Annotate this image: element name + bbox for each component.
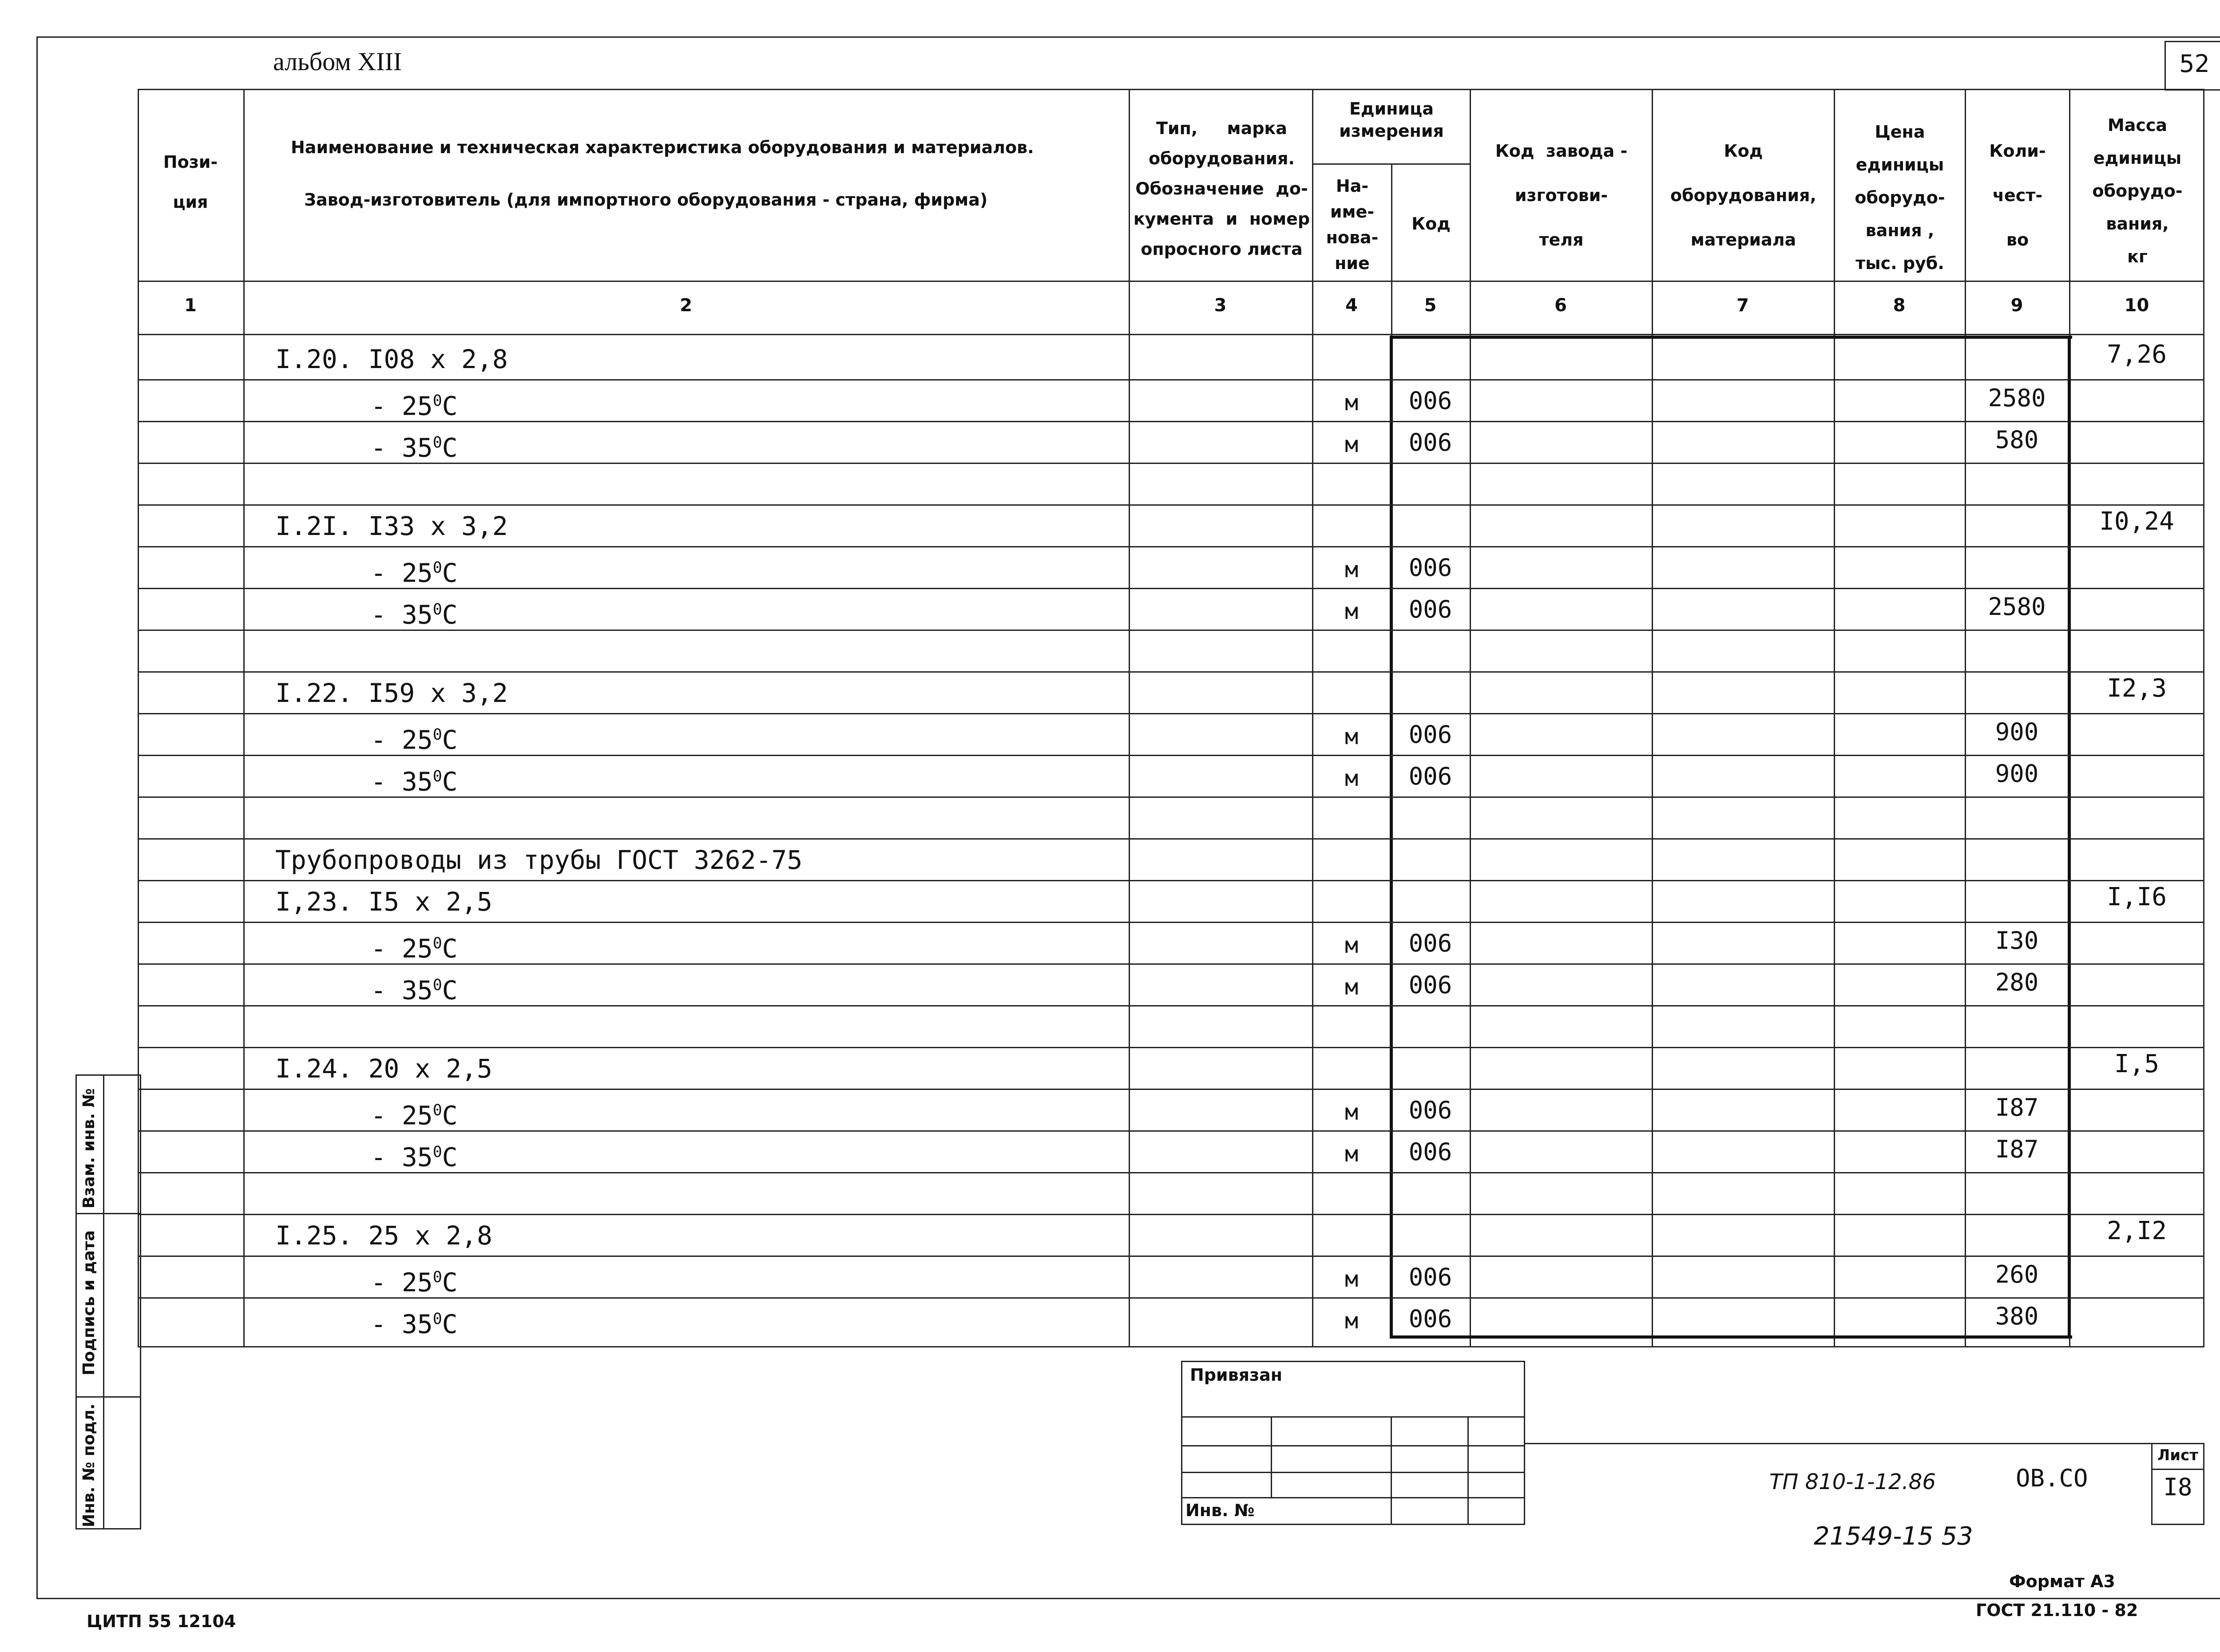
row-name: - $25^0C$ (371, 1267, 458, 1298)
row-unit: м (1344, 432, 1359, 457)
row-unit: м (1344, 598, 1359, 624)
row-unit-code: 006 (1408, 762, 1452, 790)
row-quantity: 2580 (1988, 384, 2046, 412)
row-name: - $35^0C$ (371, 1142, 458, 1173)
row-mass: 2,I2 (2107, 1216, 2167, 1245)
row-unit-code: 006 (1408, 387, 1452, 415)
row-name: - $25^0C$ (371, 1100, 458, 1131)
col-line-5 (1470, 89, 1471, 1347)
side-stamp-line-2 (75, 1396, 141, 1398)
row-name: - $35^0C$ (371, 975, 458, 1006)
row-unit-code: 006 (1408, 721, 1452, 749)
block-top-line (1391, 336, 2072, 339)
row-separator (138, 1214, 2204, 1215)
row-separator (138, 1047, 2204, 1048)
block-bottom-line (1391, 1335, 2072, 1339)
privyazan-vline-3 (1467, 1416, 1469, 1525)
row-name: - $35^0C$ (371, 432, 458, 463)
header-equipment-code: Код оборудования, материала (1670, 141, 1816, 250)
row-quantity: 2580 (1988, 593, 2046, 621)
row-unit: м (1344, 1266, 1359, 1292)
row-separator (138, 1130, 2204, 1132)
inv-no-label: Инв. № (1185, 1501, 1255, 1520)
side-stamp-divider (103, 1074, 104, 1529)
page-number: 52 (2179, 50, 2210, 78)
header-unit-group: Единица измерения (1339, 99, 1444, 141)
row-unit-code: 006 (1408, 554, 1452, 582)
row-name: - $35^0C$ (371, 1309, 458, 1339)
row-quantity: 380 (1995, 1302, 2039, 1330)
degree-superscript: 0 (432, 976, 442, 994)
gost-label: ГОСТ 21.110 - 82 (1976, 1600, 2138, 1620)
row-separator (138, 671, 2204, 673)
row-separator (138, 838, 2204, 840)
row-mass: I0,24 (2099, 507, 2174, 536)
row-separator (138, 504, 2204, 506)
degree-superscript: 0 (432, 392, 442, 410)
header-unit-name: На- име- нова- ние (1326, 176, 1379, 273)
header-name-line1: Наименование и техническая характеристика оборудования и материалов. (291, 138, 1034, 157)
degree-superscript: 0 (432, 601, 442, 618)
header-bottom-line (138, 281, 2204, 282)
row-separator (138, 880, 2204, 881)
col-line-1 (243, 89, 245, 1347)
row-separator (138, 796, 2204, 798)
privyazan-line-3 (1181, 1472, 1525, 1473)
row-separator (138, 379, 2204, 380)
header-price: Цена единицы оборудо- вания , тыс. руб. (1855, 122, 1945, 273)
row-unit-code: 006 (1408, 971, 1452, 999)
col-line-6 (1652, 89, 1653, 1347)
row-unit-code: 006 (1408, 595, 1452, 623)
header-type: Тип, марка оборудования. Обозначение до- кумента и номер опросного листа (1133, 119, 1310, 259)
row-separator (138, 1089, 2204, 1090)
row-unit-code: 006 (1408, 1096, 1452, 1124)
row-unit: м (1344, 932, 1359, 958)
side-stamp-line-1 (75, 1213, 141, 1214)
row-quantity: 900 (1995, 760, 2039, 788)
row-separator (138, 1005, 2204, 1006)
colnum-8: 8 (1893, 295, 1906, 316)
row-separator (138, 630, 2204, 631)
side-label-inv: Инв. № подл. (80, 1403, 98, 1527)
doc-mark: ОВ.СО (2016, 1464, 2088, 1492)
header-factory-code: Код завода - изготови- теля (1495, 141, 1628, 250)
degree-superscript: 0 (432, 1268, 442, 1286)
block-right-line (2068, 336, 2071, 1339)
privyazan-line-4 (1181, 1497, 1525, 1498)
side-label-vzam: Взам. инв. № (80, 1088, 98, 1208)
row-unit-code: 006 (1408, 1138, 1452, 1166)
row-name: I.24. 20 x 2,5 (275, 1054, 492, 1084)
privyazan-line-2 (1181, 1445, 1525, 1446)
block-left-line (1390, 336, 1393, 1339)
row-separator (138, 588, 2204, 589)
colnum-6: 6 (1554, 295, 1567, 316)
degree-superscript: 0 (432, 726, 442, 744)
degree-superscript: 0 (432, 1101, 442, 1119)
sheet-label: Лист (2157, 1446, 2198, 1464)
degree-superscript: 0 (432, 1143, 442, 1161)
row-mass: I,I6 (2107, 883, 2167, 911)
privyazan-vline-2 (1391, 1416, 1392, 1525)
row-unit: м (1344, 724, 1359, 749)
row-name: I.25. 25 x 2,8 (275, 1220, 492, 1251)
row-name: - $25^0C$ (371, 725, 458, 755)
row-separator (138, 963, 2204, 965)
album-label: альбом XIII (273, 47, 402, 76)
row-unit: м (1344, 1099, 1359, 1125)
row-quantity: I87 (1995, 1135, 2039, 1163)
row-name: - $35^0C$ (371, 599, 458, 630)
col-line-2 (1129, 89, 1130, 1347)
header-unit-code: Код (1411, 214, 1451, 234)
row-mass: I,5 (2114, 1050, 2160, 1078)
row-separator (138, 546, 2204, 547)
colnum-9: 9 (2010, 295, 2023, 316)
row-name: - $25^0C$ (371, 933, 458, 964)
row-mass: 7,26 (2107, 340, 2167, 369)
row-separator (138, 1297, 2204, 1299)
row-quantity: 900 (1995, 718, 2039, 746)
row-unit-code: 006 (1408, 428, 1452, 456)
sheet-number: I8 (2163, 1473, 2192, 1501)
colnum-10: 10 (2124, 295, 2149, 316)
row-name: - $25^0C$ (371, 558, 458, 588)
privyazan-vline-1 (1271, 1416, 1272, 1497)
colnum-1: 1 (184, 295, 197, 316)
row-unit: м (1344, 1141, 1359, 1167)
row-quantity: 260 (1995, 1260, 2039, 1288)
row-mass: I2,3 (2107, 674, 2167, 703)
row-unit: м (1344, 974, 1359, 1000)
printer-code: ЦИТП 55 12104 (87, 1612, 236, 1631)
colnum-4: 4 (1345, 295, 1358, 316)
row-quantity: I87 (1995, 1093, 2039, 1121)
side-label-podpis: Подпись и дата (80, 1230, 98, 1375)
row-name: I.2I. I33 x 3,2 (275, 511, 508, 541)
title-block-top (1525, 1443, 2204, 1444)
header-mass: Масса единицы оборудо- вания, кг (2092, 115, 2183, 266)
row-unit: м (1344, 557, 1359, 582)
header-name-line2: Завод-изготовитель (для импортного оборудования - страна, фирма) (304, 190, 988, 210)
row-unit-code: 006 (1408, 929, 1452, 957)
colnum-7: 7 (1736, 295, 1749, 316)
colnum-5: 5 (1424, 295, 1437, 316)
row-unit: м (1344, 1308, 1359, 1334)
row-separator (138, 713, 2204, 714)
row-separator (138, 1172, 2204, 1173)
row-name: I,23. I5 x 2,5 (275, 887, 492, 917)
row-name: - $35^0C$ (371, 766, 458, 797)
degree-superscript: 0 (432, 434, 442, 452)
row-name: I.20. I08 x 2,8 (275, 344, 508, 374)
header-quantity: Коли- чест- во (1989, 141, 2046, 250)
row-unit-code: 006 (1408, 1263, 1452, 1291)
row-separator (138, 755, 2204, 756)
row-quantity: 580 (1995, 426, 2039, 454)
sheet-box-divider (2151, 1469, 2204, 1470)
row-separator (138, 922, 2204, 923)
row-name: Трубопроводы из трубы ГОСТ 3262-75 (275, 845, 803, 875)
degree-superscript: 0 (432, 1310, 442, 1328)
row-name: I.22. I59 x 3,2 (275, 678, 508, 708)
degree-superscript: 0 (432, 935, 442, 952)
row-separator (138, 421, 2204, 422)
row-separator (138, 463, 2204, 464)
row-unit: м (1344, 390, 1359, 416)
row-separator (138, 1256, 2204, 1257)
privyazan-line-1 (1181, 1416, 1525, 1418)
row-name: - $25^0C$ (371, 391, 458, 421)
doc-code: ТП 810-1-12.86 (1769, 1470, 1936, 1494)
row-quantity: 280 (1995, 968, 2039, 996)
colnum-bottom-line (138, 334, 2204, 335)
format-label: Формат А3 (2009, 1572, 2115, 1591)
degree-superscript: 0 (432, 768, 442, 785)
degree-superscript: 0 (432, 559, 442, 577)
row-unit: м (1344, 765, 1359, 791)
row-unit-code: 006 (1408, 1305, 1452, 1333)
row-quantity: I30 (1995, 927, 2039, 955)
colnum-3: 3 (1214, 295, 1227, 316)
header-position: Пози- ция (163, 152, 218, 212)
privyazan-label: Привязан (1190, 1365, 1283, 1385)
handwritten-number: 21549-15 53 (1814, 1522, 1973, 1551)
colnum-2: 2 (680, 295, 692, 316)
